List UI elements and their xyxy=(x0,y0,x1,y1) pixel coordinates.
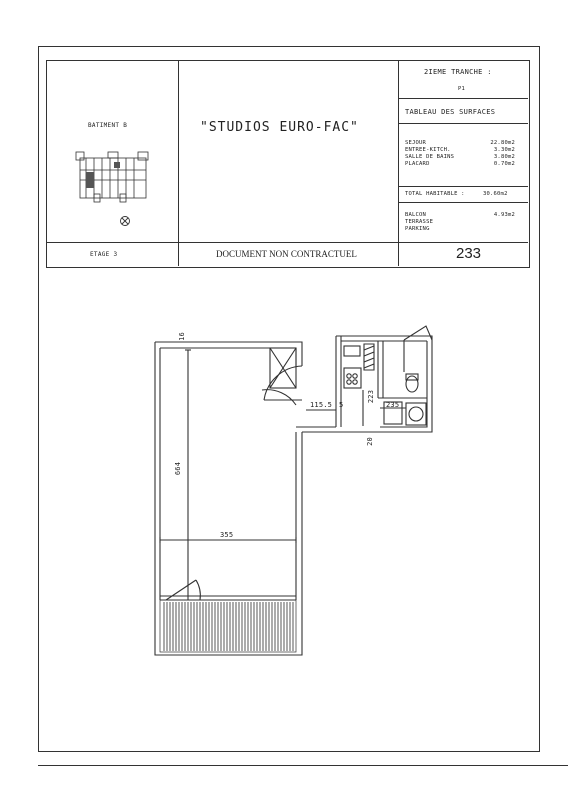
dim-bottom-wall: 20 xyxy=(365,437,374,446)
lot-number: 233 xyxy=(456,245,482,262)
dim-entry-width: 115.5 xyxy=(310,401,333,409)
room-row: SEJOUR 22.80m2 xyxy=(405,140,515,146)
dim-partition: 5 xyxy=(339,401,344,409)
extra-row: TERRASSE xyxy=(405,219,434,225)
room-row: ENTREE-KITCH. 3.30m2 xyxy=(405,147,515,153)
extra-row: BALCON 4.93m2 xyxy=(405,212,515,218)
floor-label: ETAGE 3 xyxy=(90,251,118,258)
building-label: BATIMENT B xyxy=(88,122,128,129)
project-title: "STUDIOS EURO-FAC" xyxy=(200,120,359,135)
apartment-type: P1 xyxy=(458,86,466,92)
disclaimer: DOCUMENT NON CONTRACTUEL xyxy=(216,249,357,259)
total-value: 30.60m2 xyxy=(483,191,508,197)
room-row: PLACARD 0.70m2 xyxy=(405,161,515,167)
dim-room-width: 355 xyxy=(220,531,234,539)
surfaces-title: TABLEAU DES SURFACES xyxy=(405,108,496,116)
dim-room-height: 664 xyxy=(174,461,183,476)
extra-row: PARKING xyxy=(405,226,430,232)
dim-kitchen-depth: 223 xyxy=(367,389,376,404)
room-row: SALLE DE BAINS 3.80m2 xyxy=(405,154,515,160)
tranche-label: 2IEME TRANCHE : xyxy=(424,68,492,76)
dim-bath-width: 235 xyxy=(386,401,400,409)
total-label: TOTAL HABITABLE : xyxy=(405,191,465,197)
dim-top-wall: 16 xyxy=(177,332,186,341)
